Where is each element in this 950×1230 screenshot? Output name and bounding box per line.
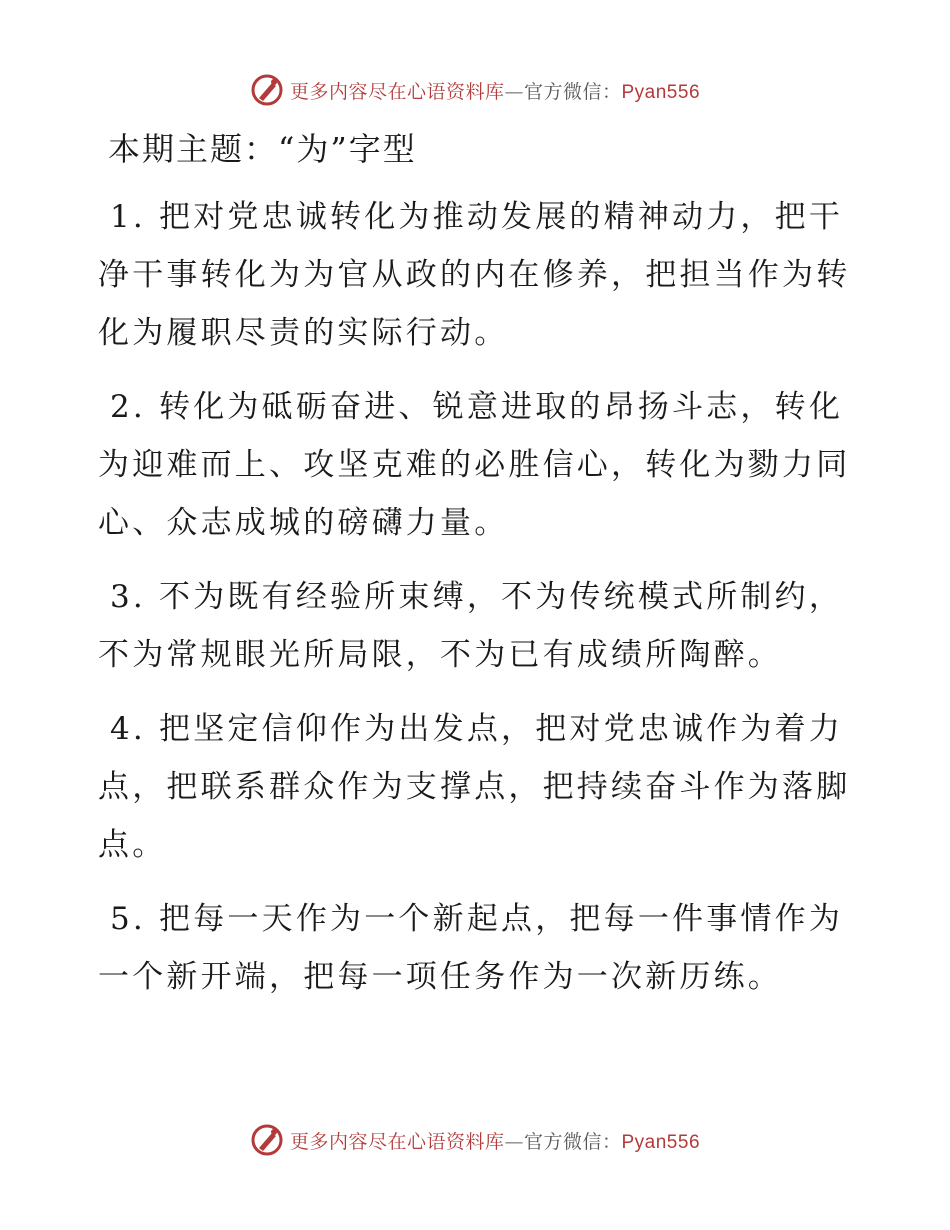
- paragraph-5: 5. 把每一天作为一个新起点，把每一件事情作为一个新开端，把每一项任务作为一次新历练。: [98, 901, 844, 995]
- pen-circle-logo-icon: [250, 1123, 284, 1157]
- footer-banner: [0, 1120, 950, 1160]
- banner-main: 更多内容尽在心语资料库: [289, 1130, 505, 1153]
- page-title: 本期主题：“为”字型: [108, 130, 417, 168]
- banner-separator: —: [504, 80, 524, 103]
- banner-separator: —: [504, 1130, 524, 1153]
- banner-label: 官方微信：: [523, 80, 622, 103]
- banner-text: [290, 77, 700, 104]
- header-banner: [0, 70, 950, 110]
- paragraph-4: 4. 把坚定信仰作为出发点，把对党忠诚作为着力点，把联系群众作为支撑点，把持续奋斗作为落脚点。: [98, 711, 851, 863]
- banner-account: Pyan556: [621, 81, 701, 103]
- paragraph-2: 2. 转化为砥砺奋进、锐意进取的昂扬斗志，转化为迎难而上、攻坚克难的必胜信心，转化为勠力同心、众志成城的磅礴力量。: [98, 389, 851, 541]
- document-body: [98, 118, 858, 1022]
- paragraph-3: 3. 不为既有经验所束缚，不为传统模式所制约，不为常规眼光所局限，不为已有成绩所陶醉。: [98, 579, 844, 673]
- banner-account: Pyan556: [621, 1131, 701, 1153]
- banner-text: [290, 1127, 700, 1154]
- pen-circle-logo-icon: [250, 73, 284, 107]
- banner-label: 官方微信：: [523, 1130, 622, 1153]
- banner-main: 更多内容尽在心语资料库: [289, 80, 505, 103]
- paragraph-1: 1. 把对党忠诚转化为推动发展的精神动力，把干净干事转化为为官从政的内在修养，把担当作为转化为履职尽责的实际行动。: [98, 199, 851, 351]
